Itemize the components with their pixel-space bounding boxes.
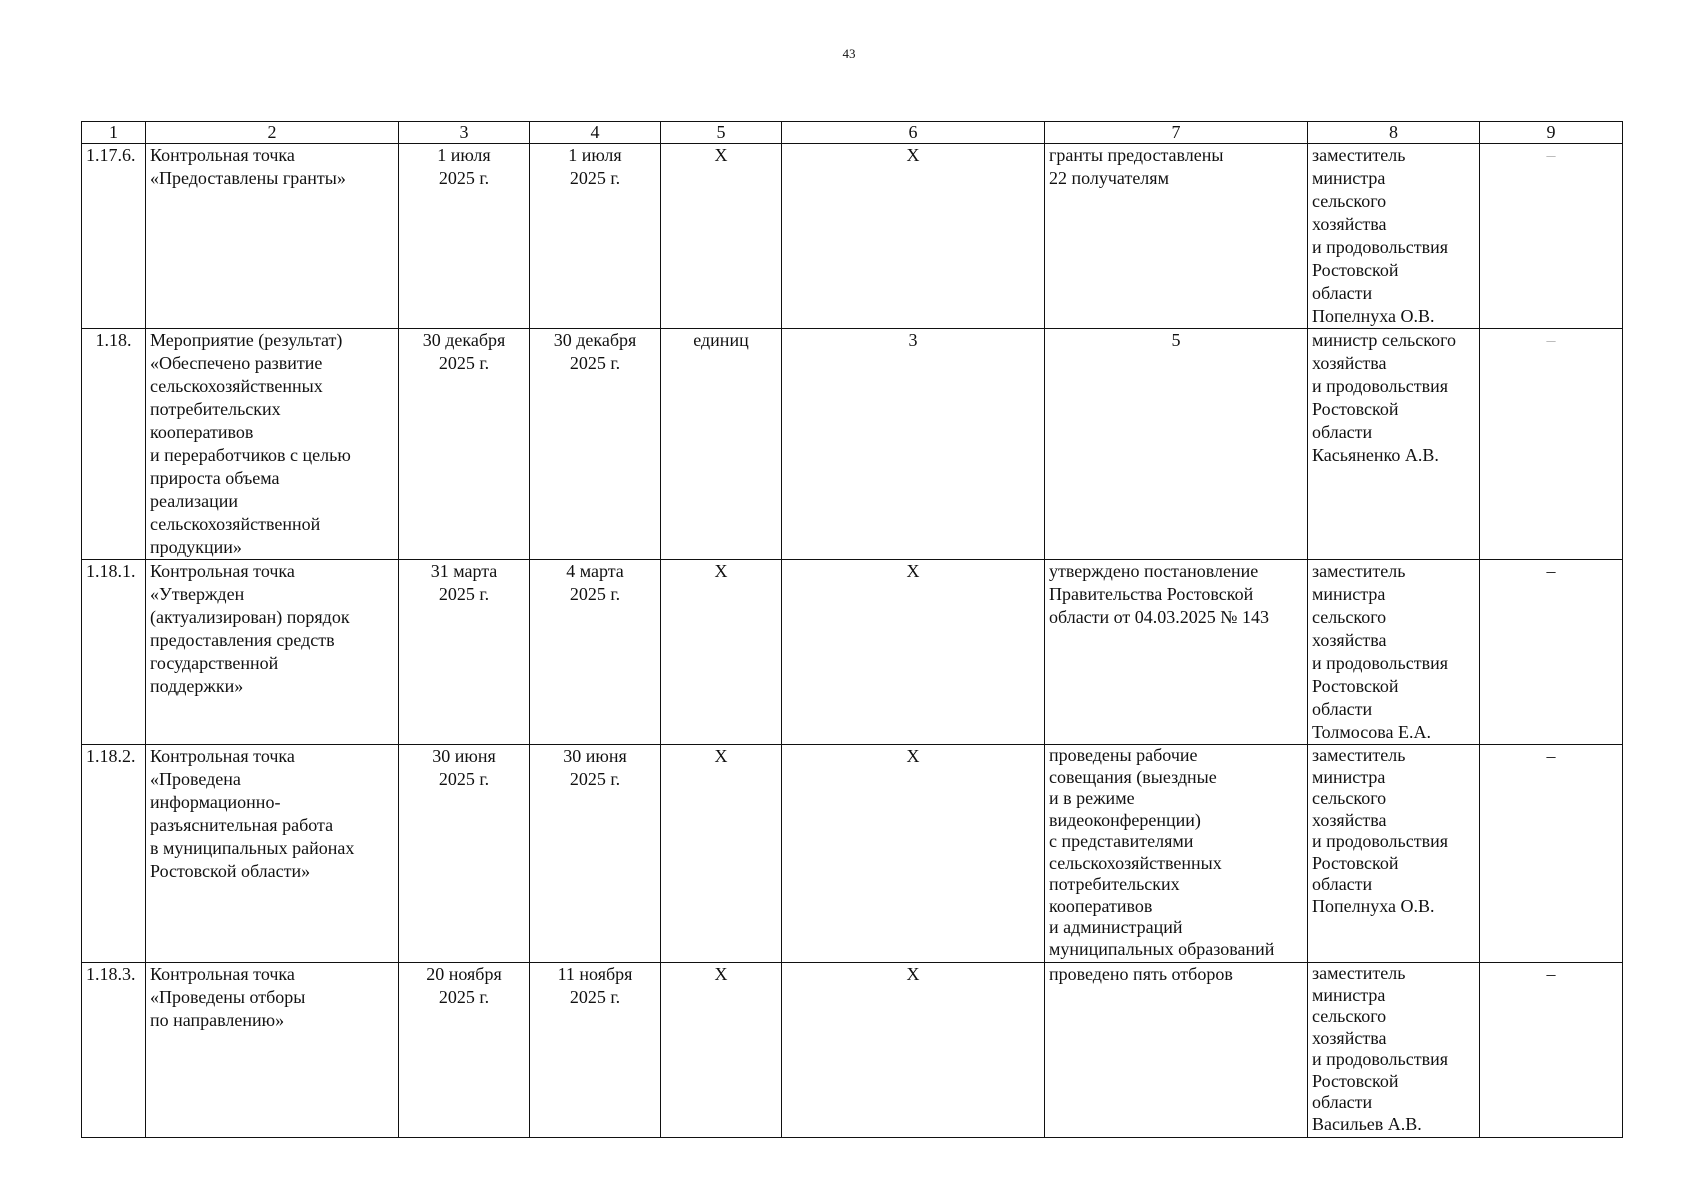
responsible-cell: заместитель министра сельского хозяйства и продовольствия Ростовской области Толмосова Е.А. (1308, 560, 1480, 745)
table-row (82, 329, 1623, 560)
row-number-cell: 1.18. (82, 329, 146, 560)
planned-date-cell: 20 ноября 2025 г. (399, 963, 530, 1138)
value-cell: X (782, 963, 1045, 1138)
column-header: 8 (1308, 122, 1480, 144)
column-header: 4 (530, 122, 661, 144)
value-cell: X (782, 745, 1045, 963)
responsible-cell: министр сельского хозяйства и продовольствия Ростовской области Касьяненко А.В. (1308, 329, 1480, 560)
unit-cell: X (661, 745, 782, 963)
planned-date-cell: 31 марта 2025 г. (399, 560, 530, 745)
responsible-cell: заместитель министра сельского хозяйства и продовольствия Ростовской области Васильев А.В. (1308, 963, 1480, 1138)
column-header: 1 (82, 122, 146, 144)
item-name-cell: Контрольная точка «Утвержден (актуализирован) порядок предоставления средств государственной поддержки» (146, 560, 399, 745)
row-number-cell: 1.17.6. (82, 144, 146, 329)
value-cell: X (782, 560, 1045, 745)
planned-date-cell: 30 июня 2025 г. (399, 745, 530, 963)
result-cell: проведены рабочие совещания (выездные и в режиме видеоконференции) с представителями сельскохозяйственных потребительских кооперативов и администраций муниципальных образований (1045, 745, 1308, 963)
actual-date-cell: 11 ноября 2025 г. (530, 963, 661, 1138)
row-number-cell: 1.18.3. (82, 963, 146, 1138)
unit-cell: X (661, 560, 782, 745)
unit-cell: X (661, 963, 782, 1138)
actual-date-cell: 30 декабря 2025 г. (530, 329, 661, 560)
table-row (82, 144, 1623, 329)
column-header: 6 (782, 122, 1045, 144)
header-row (82, 122, 1623, 144)
page-number: 43 (842, 46, 856, 61)
planned-date-cell: 30 декабря 2025 г. (399, 329, 530, 560)
result-cell: 5 (1045, 329, 1308, 560)
result-cell: проведено пять отборов (1045, 963, 1308, 1138)
column-header: 5 (661, 122, 782, 144)
planned-date-cell: 1 июля 2025 г. (399, 144, 530, 329)
note-cell: – (1480, 560, 1623, 745)
actual-date-cell: 4 марта 2025 г. (530, 560, 661, 745)
unit-cell: единиц (661, 329, 782, 560)
note-cell: – (1480, 745, 1623, 963)
row-number-cell: 1.18.2. (82, 745, 146, 963)
actual-date-cell: 1 июля 2025 г. (530, 144, 661, 329)
note-cell: – (1480, 144, 1623, 329)
table-row (82, 963, 1623, 1138)
column-header: 9 (1480, 122, 1623, 144)
column-header: 3 (399, 122, 530, 144)
value-cell: 3 (782, 329, 1045, 560)
value-cell: X (782, 144, 1045, 329)
report-table (81, 121, 1623, 1138)
unit-cell: X (661, 144, 782, 329)
item-name-cell: Мероприятие (результат) «Обеспечено развитие сельскохозяйственных потребительских кооперативов и переработчиков с целью прироста объема реализации сельскохозяйственной продукции» (146, 329, 399, 560)
table-row (82, 745, 1623, 963)
item-name-cell: Контрольная точка «Проведена информационно- разъяснительная работа в муниципальных районах Ростовской области» (146, 745, 399, 963)
result-cell: гранты предоставлены 22 получателям (1045, 144, 1308, 329)
note-cell: – (1480, 963, 1623, 1138)
note-cell: – (1480, 329, 1623, 560)
item-name-cell: Контрольная точка «Предоставлены гранты» (146, 144, 399, 329)
result-cell: утверждено постановление Правительства Ростовской области от 04.03.2025 № 143 (1045, 560, 1308, 745)
responsible-cell: заместитель министра сельского хозяйства и продовольствия Ростовской области Попелнуха О.В. (1308, 745, 1480, 963)
responsible-cell: заместитель министра сельского хозяйства и продовольствия Ростовской области Попелнуха О.В. (1308, 144, 1480, 329)
table-row (82, 560, 1623, 745)
item-name-cell: Контрольная точка «Проведены отборы по направлению» (146, 963, 399, 1138)
actual-date-cell: 30 июня 2025 г. (530, 745, 661, 963)
column-header: 7 (1045, 122, 1308, 144)
column-header: 2 (146, 122, 399, 144)
row-number-cell: 1.18.1. (82, 560, 146, 745)
